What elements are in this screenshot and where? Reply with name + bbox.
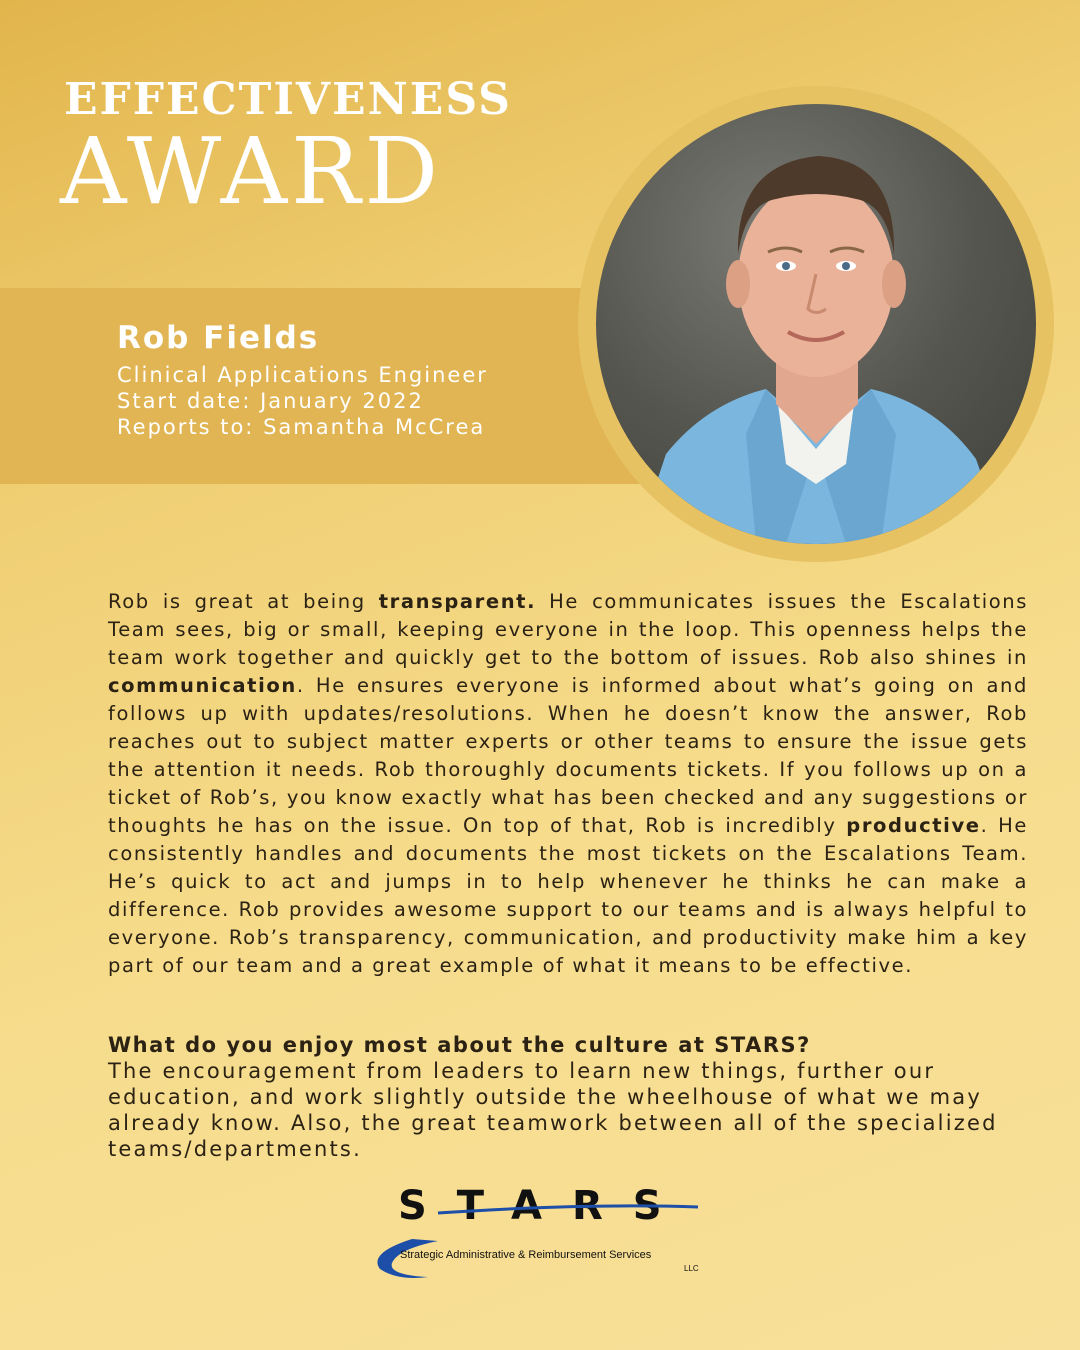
employee-name: Rob Fields	[117, 320, 320, 356]
portrait-illustration	[596, 104, 1036, 544]
employee-photo	[596, 104, 1036, 544]
employee-role: Clinical Applications Engineer	[117, 363, 488, 387]
employee-start-date: Start date: January 2022	[117, 389, 424, 413]
award-title-line2: AWARD	[60, 118, 443, 225]
culture-answer: The encouragement from leaders to learn new things, further our education, and work slightly outside the wheelhouse of what we may already know. Also, the great teamwork between all of the specialized teams/departments.	[108, 1059, 998, 1161]
award-title-line1: EFFECTIVENESS	[64, 74, 512, 125]
highlight-communication: communication	[108, 674, 297, 697]
highlight-productive: productive	[846, 814, 981, 837]
logo-wordmark: STARS	[398, 1183, 692, 1229]
highlight-transparent: transparent.	[378, 590, 537, 613]
logo-llc: LLC	[684, 1264, 699, 1273]
logo-tagline: Strategic Administrative & Reimbursement Services	[400, 1249, 652, 1261]
award-description: Rob is great at being transparent. He communicates issues the Escalations Team sees, big or small, keeping everyone in the loop. This openness helps the team work together and quickly get to the bottom of issues. Rob also shines in communication. He ensures everyone is informed about what’s going on and follows up with updates/resolutions. When he doesn’t know the answer, Rob reaches out to subject matter experts or other teams to ensure the issue gets the attention it needs. Rob thoroughly documents tickets. If you follows up on a ticket of Rob’s, you know exactly what has been checked and any suggestions or thoughts he has on the issue. On top of that, Rob is incredibly productive. He consistently handles and documents the most tickets on the Escalations Team. He’s quick to act and jumps in to help whenever he thinks he can make a difference. Rob provides awesome support to our teams and is always helpful to everyone. Rob’s transparency, communication, and productivity make him a key part of our team and a great example of what it means to be effective.	[108, 590, 1029, 977]
stars-logo	[368, 1183, 712, 1283]
employee-reports-to: Reports to: Samantha McCrea	[117, 415, 486, 439]
culture-question: What do you enjoy most about the culture at STARS?	[108, 1033, 811, 1057]
